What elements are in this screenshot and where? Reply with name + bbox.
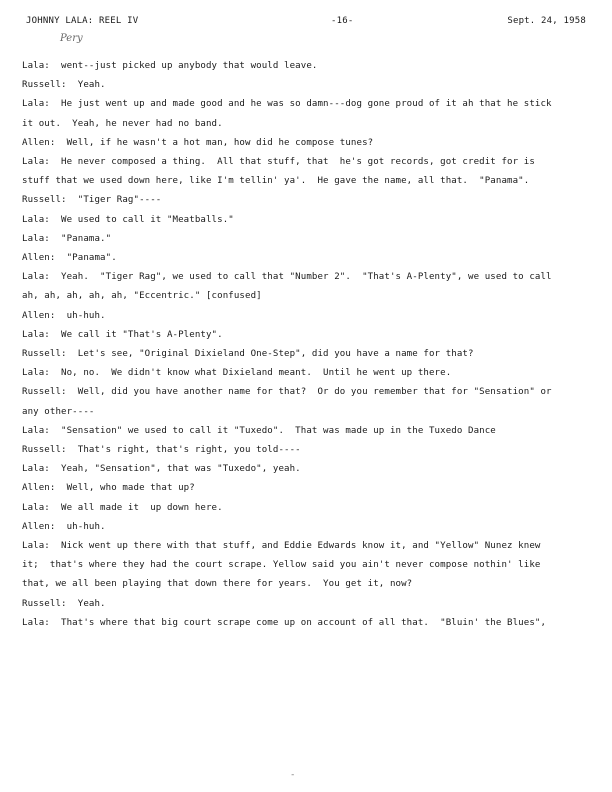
transcript-line: Lala: We call it "That's A-Plenty". <box>22 329 223 340</box>
transcript-line: Lala: He never composed a thing. All that stuff, that he's got records, got credit for is <box>22 157 535 168</box>
transcript-line: that, we all been playing that down there for years. You get it, now? <box>22 579 413 590</box>
footer-mark: - <box>290 770 296 780</box>
transcript-line: Lala: That's where that big court scrape come up on account of all that. "Bluin' the Blues", <box>22 617 547 628</box>
page-number: -16- <box>331 16 354 26</box>
handwritten-note: Pery <box>60 33 83 44</box>
transcript-line: Russell: "Tiger Rag"---- <box>22 195 162 206</box>
transcript-line: stuff that we used down here, like I'm tellin' ya'. He gave the name, all that. "Panama". <box>22 176 530 187</box>
transcript-line: Russell: Yeah. <box>22 80 106 91</box>
page-header <box>26 16 586 30</box>
transcript-line: Lala: Yeah. "Tiger Rag", we used to call that "Number 2". "That's A-Plenty", we used to call <box>22 272 552 283</box>
transcript-body <box>22 57 588 633</box>
transcript-line: Lala: Yeah, "Sensation", that was "Tuxedo", yeah. <box>22 464 301 475</box>
transcript-line: Allen: "Panama". <box>22 253 117 264</box>
transcript-line: Lala: We all made it up down here. <box>22 502 223 513</box>
transcript-line: Lala: We used to call it "Meatballs." <box>22 214 234 225</box>
transcript-line: ah, ah, ah, ah, ah, "Eccentric." [confused] <box>22 291 262 302</box>
transcript-line: Lala: "Panama." <box>22 233 112 244</box>
transcript-line: any other---- <box>22 406 95 417</box>
transcript-line: Lala: Nick went up there with that stuff, and Eddie Edwards know it, and "Yellow" Nunez knew <box>22 541 541 552</box>
transcript-line: Lala: He just went up and made good and he was so damn---dog gone proud of it ah that he stick <box>22 99 552 110</box>
transcript-line: Russell: Let's see, "Original Dixieland One-Step", did you have a name for that? <box>22 349 474 360</box>
transcript-line: Allen: uh-huh. <box>22 310 106 321</box>
transcript-line: Russell: Well, did you have another name for that? Or do you remember that for "Sensation" or <box>22 387 552 398</box>
transcript-line: it; that's where they had the court scrape. Yellow said you ain't never compose nothin' like <box>22 560 541 571</box>
interview-date: Sept. 24, 1958 <box>507 16 586 26</box>
transcript-line: Lala: "Sensation" we used to call it "Tuxedo". That was made up in the Tuxedo Dance <box>22 425 496 436</box>
transcript-line: Russell: That's right, that's right, you told---- <box>22 445 301 456</box>
transcript-line: it out. Yeah, he never had no band. <box>22 118 223 129</box>
reel-title: JOHNNY LALA: REEL IV <box>26 16 139 26</box>
transcript-line: Russell: Yeah. <box>22 598 106 609</box>
transcript-line: Allen: uh-huh. <box>22 521 106 532</box>
transcript-line: Lala: No, no. We didn't know what Dixieland meant. Until he went up there. <box>22 368 452 379</box>
transcript-line: Lala: went--just picked up anybody that would leave. <box>22 61 318 71</box>
transcript-line: Allen: Well, if he wasn't a hot man, how did he compose tunes? <box>22 137 374 148</box>
transcript-line: Allen: Well, who made that up? <box>22 483 195 494</box>
